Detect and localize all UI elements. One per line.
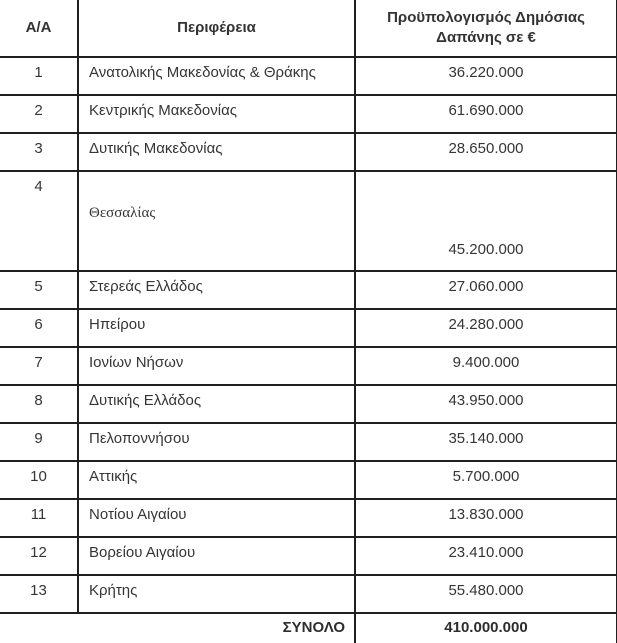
header-row [0,0,617,57]
budget-value: 36.220.000 [355,57,617,95]
budget-value: 43.950.000 [355,385,617,423]
budget-value: 28.650.000 [355,133,617,171]
table-row [0,575,617,613]
row-serial-number: 6 [0,309,78,347]
region-name: Πελοποννήσου [78,423,355,461]
budget-value: 45.200.000 [355,171,617,271]
region-name: Νοτίου Αιγαίου [78,499,355,537]
region-name: Στερεάς Ελλάδος [78,271,355,309]
table-row [0,461,617,499]
budget-value: 61.690.000 [355,95,617,133]
table-row [0,347,617,385]
budget-value: 55.480.000 [355,575,617,613]
table-row [0,385,617,423]
region-name: Ιονίων Νήσων [78,347,355,385]
row-serial-number: 9 [0,423,78,461]
budget-value: 35.140.000 [355,423,617,461]
table-row [0,133,617,171]
budget-value: 5.700.000 [355,461,617,499]
region-name: Κεντρικής Μακεδονίας [78,95,355,133]
total-row [0,613,617,643]
region-name: Δυτικής Μακεδονίας [78,133,355,171]
region-name: Αττικής [78,461,355,499]
budget-value: 13.830.000 [355,499,617,537]
budget-value: 9.400.000 [355,347,617,385]
header-serial-number: Α/Α [0,0,78,57]
row-serial-number: 4 [0,171,78,271]
header-public-expenditure-budget: Προϋπολογισμός Δημόσιας Δαπάνης σε € [355,0,617,57]
row-serial-number: 12 [0,537,78,575]
total-value: 410.000.000 [355,613,617,643]
row-serial-number: 11 [0,499,78,537]
row-serial-number: 10 [0,461,78,499]
table-row [0,171,617,271]
region-name: Ανατολικής Μακεδονίας & Θράκης [78,57,355,95]
row-serial-number: 7 [0,347,78,385]
row-serial-number: 13 [0,575,78,613]
budget-value: 27.060.000 [355,271,617,309]
table-row [0,423,617,461]
table-row [0,309,617,347]
region-name: Βορείου Αιγαίου [78,537,355,575]
row-serial-number: 3 [0,133,78,171]
table-row [0,499,617,537]
row-serial-number: 5 [0,271,78,309]
row-serial-number: 8 [0,385,78,423]
budget-value: 24.280.000 [355,309,617,347]
row-serial-number: 2 [0,95,78,133]
region-name: Θεσσαλίας [78,171,355,271]
region-name: Δυτικής Ελλάδος [78,385,355,423]
budget-value: 23.410.000 [355,537,617,575]
region-name: Κρήτης [78,575,355,613]
row-serial-number: 1 [0,57,78,95]
table-body [0,57,617,613]
region-name: Ηπείρου [78,309,355,347]
table-row [0,537,617,575]
header-region: Περιφέρεια [78,0,355,57]
table-footer [0,613,617,643]
table-header [0,0,617,57]
table-row [0,95,617,133]
table-row [0,57,617,95]
total-label: ΣΥΝΟΛΟ [0,613,355,643]
table-row [0,271,617,309]
